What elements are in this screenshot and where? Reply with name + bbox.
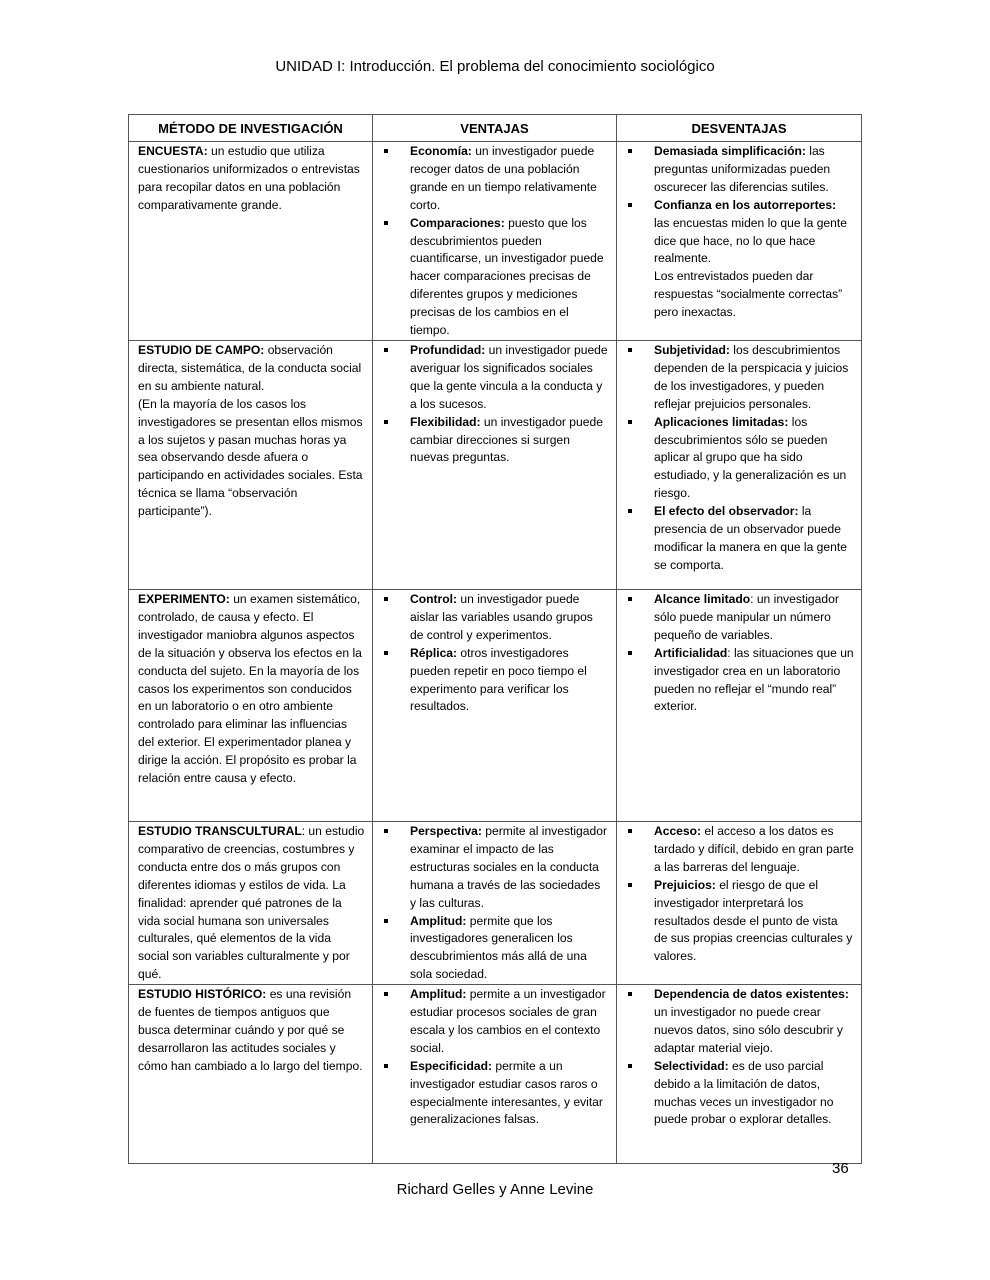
- method-desc: un examen sistemático, controlado, de causa y efecto. El investigador maniobra algunos aspectos de la situación y observa los efectos en la conducta del sujeto. En la mayoría de los casos los experimentos son conducidos en un laboratorio o en otro ambiente controlado para eliminar las influencias del exterior. El experimentador planea y dirige la acción. El propósito es probar la relación entre causa y efecto.: [138, 591, 362, 786]
- list-item: [626, 645, 854, 717]
- method-desc: un estudio que utiliza cuestionarios uniformizados o entrevistas para recopilar datos en una población comparativamente grande.: [138, 144, 360, 212]
- list-item: [626, 986, 854, 1058]
- research-methods-table: [128, 114, 862, 1164]
- point-desc: un investigador puede averiguar los significados sociales que la gente vincula a la conducta y a los sucesos.: [410, 342, 608, 411]
- point-desc: las encuestas miden lo que la gente dice que hace, no lo que hace realmente.: [654, 215, 847, 266]
- column-header-method: MÉTODO DE INVESTIGACIÓN: [129, 115, 373, 142]
- point-desc: el acceso a los datos es tardado y difícil, debido en gran parte a las barreras del lenguaje.: [654, 823, 854, 874]
- list-item: [382, 1058, 609, 1130]
- list-item: [626, 503, 854, 575]
- point-term: Prejuicios:: [654, 877, 716, 892]
- page-number: 36: [832, 1160, 849, 1177]
- point-term: Control:: [410, 591, 458, 606]
- point-term: Flexibilidad:: [410, 414, 481, 429]
- column-header-desventajas: DESVENTAJAS: [617, 115, 862, 142]
- point-term: Artificialidad: [654, 645, 728, 660]
- page-footer: Richard Gelles y Anne Levine: [396, 1181, 594, 1198]
- point-term: Comparaciones:: [410, 215, 505, 230]
- point-desc: la presencia de un observador puede modificar la manera en que la gente se comporta.: [654, 504, 847, 572]
- point-desc: el riesgo de que el investigador interpretará los resultados desde el punto de vista de sus propias creencias culturales y valores.: [654, 877, 853, 964]
- point-desc: permite que los investigadores generalicen los descubrimientos más allá de una sola sociedad.: [410, 913, 587, 982]
- list-item: [626, 342, 854, 414]
- method-cell: [129, 821, 373, 984]
- list-item: [626, 197, 854, 269]
- list-item: [626, 591, 854, 645]
- point-desc: los descubrimientos dependen de la perspicacia y juicios de los investigadores, y pueden reflejar prejuicios personales.: [654, 342, 849, 411]
- method-term: ESTUDIO TRANSCULTURAL: [138, 823, 302, 838]
- list-item: [626, 143, 854, 197]
- list-item: [626, 1058, 854, 1130]
- page-header: UNIDAD I: Introducción. El problema del conocimiento sociológico: [275, 58, 715, 75]
- ventajas-cell: [373, 340, 617, 589]
- point-term: Economía:: [410, 144, 472, 158]
- point-term: Profundidad:: [410, 342, 486, 357]
- table-row: [129, 340, 862, 589]
- point-term: Amplitud:: [410, 913, 467, 928]
- desventajas-cell: [617, 340, 862, 589]
- table-header-row: [129, 115, 862, 142]
- point-desc: un investigador no puede crear nuevos datos, sino sólo descubrir y adaptar material viejo.: [654, 1005, 843, 1055]
- table-row: [129, 821, 862, 984]
- column-header-ventajas: VENTAJAS: [373, 115, 617, 142]
- table-row: [129, 985, 862, 1164]
- point-desc: : un investigador sólo puede manipular un número pequeño de variables.: [654, 591, 839, 642]
- list-item: [382, 342, 609, 414]
- point-desc: puesto que los descubrimientos pueden cuantificarse, un investigador puede hacer comparaciones precisas de diferentes grupos y mediciones precisas de los cambios en el tiempo.: [410, 215, 604, 338]
- point-desc: otros investigadores pueden repetir en poco tiempo el experimento para verificar los resultados.: [410, 645, 587, 714]
- method-desc: : un estudio comparativo de creencias, costumbres y conducta entre dos o más grupos con diferentes idiomas y estilos de vida. La finalidad: aprender qué patrones de la vida social humana son universales culturales, qué elementos de la vida social son variables culturalmente y por qué.: [138, 823, 365, 982]
- list-item: [626, 414, 854, 504]
- point-term: Amplitud:: [410, 987, 467, 1002]
- list-item: [382, 591, 609, 645]
- point-term: Selectividad:: [654, 1058, 729, 1073]
- list-item: [382, 215, 609, 340]
- point-term: El efecto del observador:: [654, 504, 799, 519]
- desventajas-cell: [617, 821, 862, 984]
- point-term: Aplicaciones limitadas:: [654, 414, 789, 429]
- ventajas-cell: [373, 985, 617, 1164]
- point-desc: permite a un investigador estudiar casos raros o especialmente interesantes, y evitar generalizaciones falsas.: [410, 1058, 603, 1127]
- point-term: Réplica:: [410, 645, 458, 660]
- method-desc: es una revisión de fuentes de tiempos antiguos que busca determinar cuándo y por qué se desarrollaron las actitudes sociales y cómo han cambiado a lo largo del tiempo.: [138, 987, 363, 1073]
- desventajas-cell: [617, 985, 862, 1164]
- point-term: Confianza en los autorreportes:: [654, 197, 837, 212]
- point-continuation: Los entrevistados pueden dar respuestas “socialmente correctas” pero inexactas.: [654, 269, 843, 320]
- point-desc: un investigador puede recoger datos de una población grande en un tiempo relativamente corto.: [410, 144, 597, 212]
- point-desc: las preguntas uniformizadas pueden oscurecer las diferencias sutiles.: [654, 144, 831, 194]
- point-term: Perspectiva:: [410, 823, 482, 838]
- method-term: ENCUESTA:: [138, 144, 208, 158]
- point-term: Especificidad:: [410, 1058, 492, 1073]
- point-term: Alcance limitado: [654, 591, 751, 606]
- ventajas-cell: [373, 142, 617, 341]
- list-item: [626, 877, 854, 967]
- method-desc: observación directa, sistemática, de la conducta social en su ambiente natural.: [138, 342, 362, 393]
- point-desc: permite al investigador examinar el impacto de las estructuras sociales en la conducta humana a través de las sociedades y las culturas.: [410, 823, 607, 910]
- method-term: EXPERIMENTO:: [138, 591, 230, 606]
- desventajas-cell: [617, 142, 862, 341]
- method-term: ESTUDIO DE CAMPO:: [138, 342, 265, 357]
- point-desc: : las situaciones que un investigador crea en un laboratorio pueden no reflejar el “mundo real” exterior.: [654, 645, 854, 714]
- point-term: Dependencia de datos existentes:: [654, 987, 849, 1002]
- point-term: Demasiada simplificación:: [654, 144, 806, 158]
- method-term: ESTUDIO HISTÓRICO:: [138, 987, 267, 1002]
- point-term: Acceso:: [654, 823, 702, 838]
- ventajas-cell: [373, 589, 617, 821]
- list-item: [382, 414, 609, 468]
- list-item: [382, 823, 609, 913]
- method-cell: [129, 985, 373, 1164]
- point-term: Subjetividad:: [654, 342, 730, 357]
- method-note: (En la mayoría de los casos los investigadores se presentan ellos mismos a los sujetos y pasan muchas horas ya sea observando desde afuera o participando en actividades sociales. Esta técnica se llama “observación participante”).: [138, 396, 363, 519]
- point-desc: los descubrimientos sólo se pueden aplicar al grupo que ha sido estudiado, y la generalización es un riesgo.: [654, 414, 847, 501]
- method-cell: [129, 340, 373, 589]
- list-item: [382, 143, 609, 215]
- list-item: [382, 913, 609, 985]
- method-cell: [129, 589, 373, 821]
- list-item: [382, 645, 609, 717]
- list-item: [626, 823, 854, 877]
- point-desc: un investigador puede cambiar direcciones si surgen nuevas preguntas.: [410, 414, 603, 465]
- point-desc: permite a un investigador estudiar procesos sociales de gran escala y los cambios en el contexto social.: [410, 987, 606, 1055]
- table-row: [129, 589, 862, 821]
- method-cell: [129, 142, 373, 341]
- point-desc: es de uso parcial debido a la limitación de datos, muchas veces un investigador no puede probar o explorar detalles.: [654, 1058, 834, 1127]
- desventajas-cell: [617, 589, 862, 821]
- table-row: [129, 142, 862, 341]
- point-desc: un investigador puede aislar las variables usando grupos de control y experimentos.: [410, 591, 593, 642]
- ventajas-cell: [373, 821, 617, 984]
- list-item: [382, 986, 609, 1058]
